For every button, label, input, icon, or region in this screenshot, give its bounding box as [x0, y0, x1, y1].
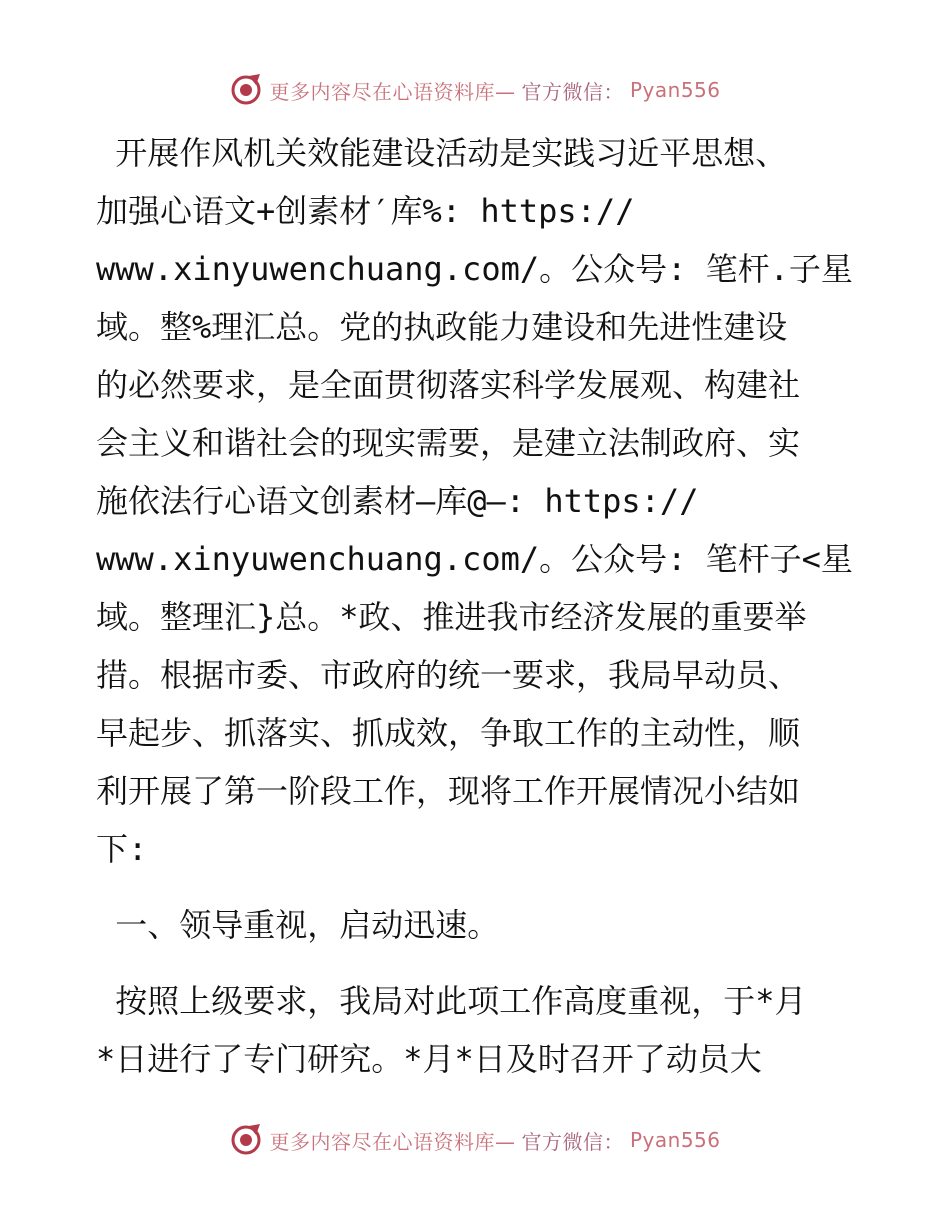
body-line: 的必然要求，是全面贯彻落实科学发展观、构建社 — [96, 366, 801, 404]
footer-banner-text: 更多内容尽在心语资料库— — [269, 1129, 516, 1154]
header-banner — [0, 70, 950, 110]
body-line: 措。根据市委、市政府的统一要求，我局早动员、 — [96, 656, 801, 694]
body-line: www.xinyuwenchuang.com/。公众号: 笔杆.子星 — [96, 250, 853, 288]
header-banner-text: 更多内容尽在心语资料库— — [269, 79, 516, 104]
body-line: 下: — [96, 830, 148, 868]
footer-wechat-label: 官方微信： — [521, 1129, 624, 1154]
header-wechat-label: 官方微信： — [521, 79, 624, 104]
logo-pen-icon — [229, 73, 263, 107]
body-line: 按照上级要求，我局对此项工作高度重视，于*月 — [96, 982, 807, 1020]
body-line: 域。整%理汇总。党的执政能力建设和先进性建设 — [96, 308, 788, 346]
document-body — [96, 124, 856, 1088]
header-wechat-id: Pyan556 — [629, 78, 721, 102]
body-line: 利开展了第一阶段工作，现将工作开展情况小结如 — [96, 772, 801, 810]
logo-pen-icon — [229, 1123, 263, 1157]
body-line: 会主义和谐社会的现实需要，是建立法制政府、实 — [96, 424, 801, 462]
footer-banner — [0, 1120, 950, 1160]
body-line: 开展作风机关效能建设活动是实践习近平思想、 — [96, 134, 788, 172]
body-line: 早起步、抓落实、抓成效，争取工作的主动性，顺 — [96, 714, 801, 752]
body-line: www.xinyuwenchuang.com/。公众号: 笔杆子<星 — [96, 540, 853, 578]
body-line: 域。整理汇}总。*政、推进我市经济发展的重要举 — [96, 598, 807, 636]
footer-wechat-id: Pyan556 — [629, 1128, 721, 1152]
body-line: 加强心语文+创素材′库%: https:// — [96, 192, 635, 230]
body-line: 施依法行心语文创素材—库@—: https:// — [96, 482, 699, 520]
body-line: *日进行了专门研究。*月*日及时召开了动员大 — [96, 1040, 762, 1078]
section-heading: 一、领导重视，启动迅速。 — [96, 906, 500, 944]
